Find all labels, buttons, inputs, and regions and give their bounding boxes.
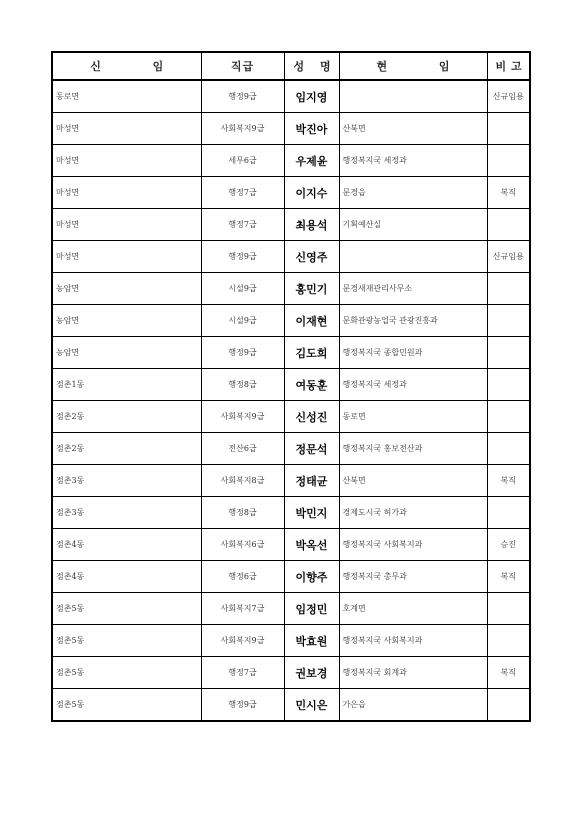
table-body: [52, 80, 530, 721]
cell-grade: 행정6급: [201, 561, 284, 593]
cell-grade: 행정9급: [201, 689, 284, 722]
cell-new-post: 마성면: [52, 241, 201, 273]
cell-note: 승진: [487, 529, 530, 561]
cell-name: 이지수: [284, 177, 339, 209]
cell-name: 이향주: [284, 561, 339, 593]
header-note: 비고: [487, 52, 530, 80]
cell-note: [487, 337, 530, 369]
cell-new-post: 점촌5동: [52, 657, 201, 689]
cell-name: 김도희: [284, 337, 339, 369]
table-row: [52, 433, 530, 465]
cell-new-post: 점촌5동: [52, 625, 201, 657]
cell-new-post: 점촌1동: [52, 369, 201, 401]
cell-name: 박진아: [284, 113, 339, 145]
cell-name: 임정민: [284, 593, 339, 625]
cell-note: [487, 273, 530, 305]
cell-current-post: 문경새재관리사무소: [339, 273, 487, 305]
table-row: [52, 145, 530, 177]
cell-current-post: 가은읍: [339, 689, 487, 722]
cell-note: [487, 113, 530, 145]
cell-note: [487, 209, 530, 241]
table-row: [52, 369, 530, 401]
cell-note: 신규임용: [487, 80, 530, 113]
cell-current-post: 행정복지국 회계과: [339, 657, 487, 689]
cell-name: 신성진: [284, 401, 339, 433]
cell-grade: 시설9급: [201, 273, 284, 305]
cell-current-post: [339, 241, 487, 273]
table-row: [52, 80, 530, 113]
cell-current-post: 호계면: [339, 593, 487, 625]
table-row: [52, 561, 530, 593]
cell-note: [487, 145, 530, 177]
table-row: [52, 273, 530, 305]
cell-current-post: 문화관광농업국 관광진흥과: [339, 305, 487, 337]
cell-note: 신규임용: [487, 241, 530, 273]
cell-grade: 행정8급: [201, 369, 284, 401]
cell-name: 여동훈: [284, 369, 339, 401]
table-row: [52, 625, 530, 657]
cell-grade: 행정7급: [201, 177, 284, 209]
table-row: [52, 497, 530, 529]
header-current-post: 현 임: [339, 52, 487, 80]
cell-current-post: 행정복지국 총무과: [339, 561, 487, 593]
cell-new-post: 점촌4동: [52, 529, 201, 561]
header-grade: 직급: [201, 52, 284, 80]
table-row: [52, 529, 530, 561]
cell-new-post: 점촌5동: [52, 689, 201, 722]
cell-name: 신영주: [284, 241, 339, 273]
cell-grade: 행정9급: [201, 80, 284, 113]
cell-new-post: 농암면: [52, 337, 201, 369]
cell-grade: 사회복지8급: [201, 465, 284, 497]
cell-name: 정문석: [284, 433, 339, 465]
cell-current-post: 행정복지국 세정과: [339, 145, 487, 177]
cell-new-post: 점촌3동: [52, 465, 201, 497]
table-header: [52, 52, 530, 80]
cell-new-post: 마성면: [52, 209, 201, 241]
table-row: [52, 401, 530, 433]
cell-note: 복직: [487, 561, 530, 593]
cell-current-post: 행정복지국 종합민원과: [339, 337, 487, 369]
cell-name: 이재현: [284, 305, 339, 337]
cell-current-post: 동로면: [339, 401, 487, 433]
cell-grade: 행정8급: [201, 497, 284, 529]
cell-grade: 행정7급: [201, 657, 284, 689]
cell-name: 박옥선: [284, 529, 339, 561]
cell-grade: 사회복지6급: [201, 529, 284, 561]
cell-grade: 사회복지9급: [201, 401, 284, 433]
table-row: [52, 337, 530, 369]
cell-new-post: 농암면: [52, 273, 201, 305]
cell-grade: 전산6급: [201, 433, 284, 465]
cell-note: [487, 369, 530, 401]
cell-grade: 사회복지7급: [201, 593, 284, 625]
cell-grade: 행정7급: [201, 209, 284, 241]
table-row: [52, 113, 530, 145]
cell-current-post: 행정복지국 세정과: [339, 369, 487, 401]
cell-new-post: 마성면: [52, 113, 201, 145]
cell-current-post: 기획예산실: [339, 209, 487, 241]
cell-current-post: 산북면: [339, 113, 487, 145]
cell-grade: 행정9급: [201, 337, 284, 369]
cell-current-post: 산북면: [339, 465, 487, 497]
cell-new-post: 농암면: [52, 305, 201, 337]
table-row: [52, 177, 530, 209]
cell-note: 복직: [487, 465, 530, 497]
cell-new-post: 점촌3동: [52, 497, 201, 529]
cell-new-post: 점촌5동: [52, 593, 201, 625]
table-row: [52, 593, 530, 625]
cell-name: 권보경: [284, 657, 339, 689]
cell-note: [487, 625, 530, 657]
cell-name: 임지영: [284, 80, 339, 113]
cell-name: 홍민기: [284, 273, 339, 305]
cell-new-post: 마성면: [52, 177, 201, 209]
cell-note: [487, 497, 530, 529]
cell-new-post: 동로면: [52, 80, 201, 113]
cell-current-post: 경제도시국 허가과: [339, 497, 487, 529]
cell-name: 박민지: [284, 497, 339, 529]
cell-note: [487, 593, 530, 625]
cell-note: [487, 433, 530, 465]
cell-new-post: 점촌4동: [52, 561, 201, 593]
cell-note: 복직: [487, 657, 530, 689]
table-row: [52, 689, 530, 722]
cell-new-post: 마성면: [52, 145, 201, 177]
header-row: [52, 52, 530, 80]
header-name: 성 명: [284, 52, 339, 80]
cell-grade: 세무6급: [201, 145, 284, 177]
cell-note: [487, 305, 530, 337]
personnel-roster-sheet: [51, 51, 529, 722]
cell-note: [487, 689, 530, 722]
cell-new-post: 점촌2동: [52, 433, 201, 465]
cell-name: 민시은: [284, 689, 339, 722]
header-new-post: 신 임: [52, 52, 201, 80]
cell-current-post: 행정복지국 사회복지과: [339, 625, 487, 657]
table-row: [52, 305, 530, 337]
cell-current-post: 행정복지국 홍보전산과: [339, 433, 487, 465]
table-row: [52, 465, 530, 497]
cell-name: 최용석: [284, 209, 339, 241]
cell-current-post: [339, 80, 487, 113]
personnel-roster-table: [51, 51, 531, 722]
cell-name: 정태균: [284, 465, 339, 497]
cell-current-post: 행정복지국 사회복지과: [339, 529, 487, 561]
cell-name: 우제윤: [284, 145, 339, 177]
table-row: [52, 209, 530, 241]
cell-grade: 사회복지9급: [201, 113, 284, 145]
cell-grade: 사회복지9급: [201, 625, 284, 657]
cell-current-post: 문경읍: [339, 177, 487, 209]
cell-grade: 행정9급: [201, 241, 284, 273]
cell-new-post: 점촌2동: [52, 401, 201, 433]
cell-name: 박효원: [284, 625, 339, 657]
table-row: [52, 657, 530, 689]
cell-note: 복직: [487, 177, 530, 209]
cell-grade: 시설9급: [201, 305, 284, 337]
cell-note: [487, 401, 530, 433]
table-row: [52, 241, 530, 273]
